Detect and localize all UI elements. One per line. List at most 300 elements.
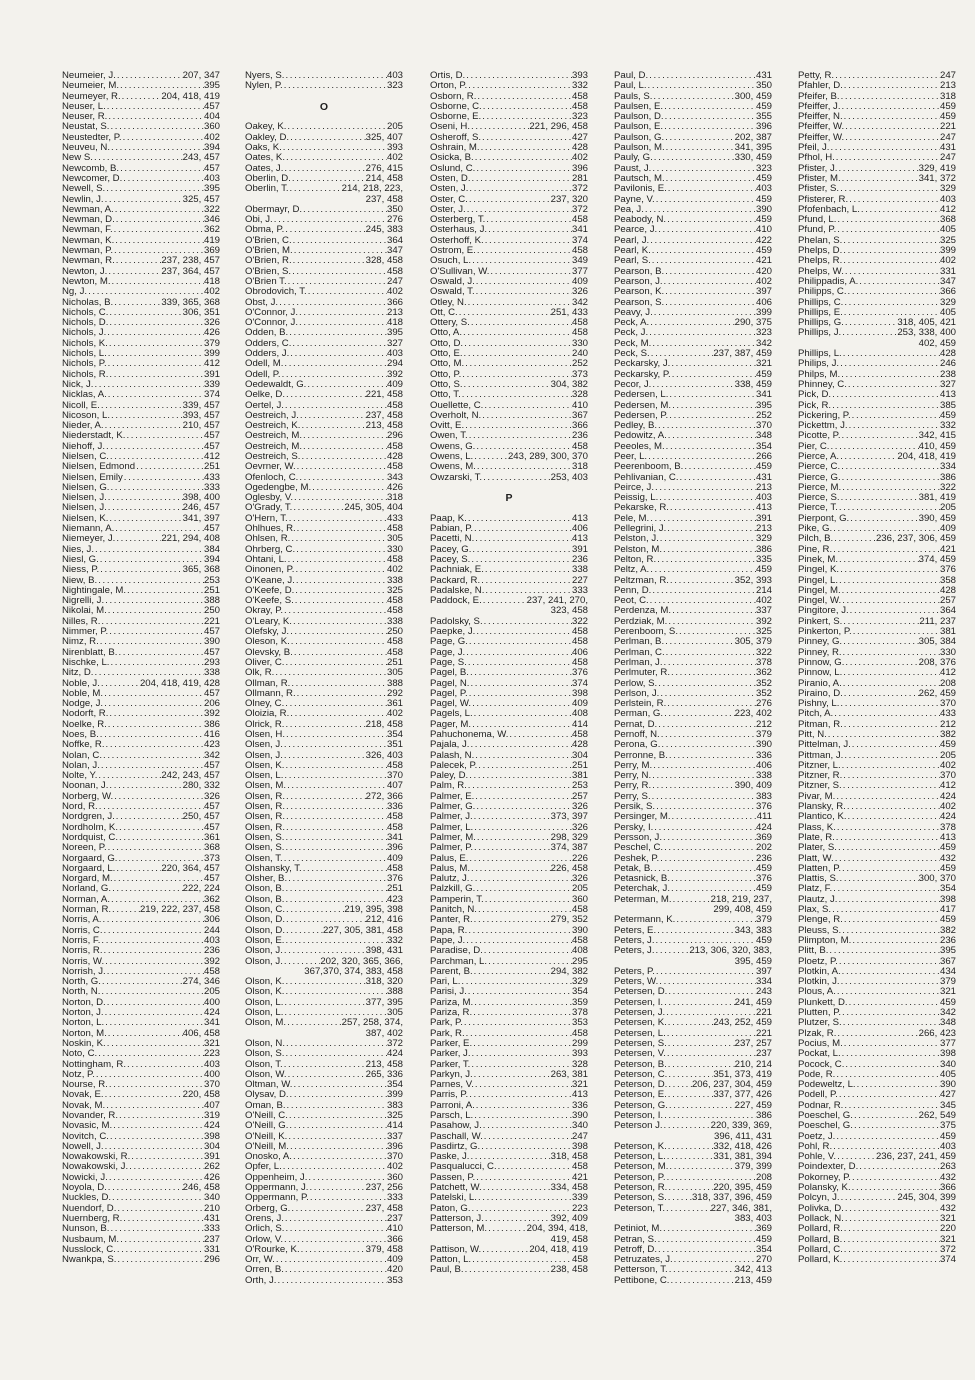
entry-name: Owzarski, T. (430, 471, 483, 483)
entry-pages: 458 (386, 605, 403, 617)
entry-pages: 329, 419 (918, 162, 956, 174)
entry-name: Paulson, E. (614, 121, 664, 133)
dot-leader (468, 771, 572, 781)
entry-pages: 236, 237, 241, 459 (875, 1151, 956, 1163)
entry-name: Ohlsen, R. (245, 533, 291, 545)
entry-name: Pfeifer, B. (798, 90, 840, 102)
entry-name: O'Sullivan, W. (430, 265, 490, 277)
entry-name: Oertel, J. (245, 399, 284, 411)
entry-name: Peterchak, J. (614, 883, 670, 895)
entry-pages: 305, 384 (918, 636, 956, 648)
dot-leader (839, 699, 940, 709)
entry-name: Pollack, N. (798, 1212, 844, 1224)
entry-pages: 392 (203, 955, 220, 967)
entry-pages: 457 (203, 821, 220, 833)
dot-leader (291, 339, 387, 349)
entry-name: Pierce, T. (798, 502, 838, 514)
entry-pages: 402 (386, 708, 403, 720)
dot-leader (465, 1029, 572, 1039)
entry-pages: 407 (203, 1099, 220, 1111)
entry-pages: 413 (571, 512, 588, 524)
entry-name: Pollard, C. (798, 1243, 843, 1255)
entry-name: Plattis, S. (798, 873, 839, 885)
dot-leader (837, 895, 940, 905)
dot-leader (842, 349, 940, 359)
dot-leader (287, 1132, 387, 1142)
entry-pages: 376 (755, 873, 772, 885)
entry-pages: 206, 237, 304, 459 (691, 1079, 772, 1091)
dot-leader (284, 936, 387, 946)
entry-name: Parchman, L. (430, 955, 488, 967)
entry-name: Nordholm, K. (62, 821, 118, 833)
dot-leader (468, 1090, 572, 1100)
entry-pages: 338 (203, 667, 220, 679)
dot-leader (829, 143, 940, 153)
entry-pages: 341, 372 (918, 172, 956, 184)
entry-pages: 412 (939, 203, 956, 215)
entry-name: Nicholas, B. (62, 296, 114, 308)
dot-leader (107, 843, 204, 853)
dot-leader (663, 998, 735, 1008)
entry-name: Olshansky, T. (245, 862, 302, 874)
dot-leader (847, 812, 940, 822)
entry-name: Nottingham, R. (62, 1058, 126, 1070)
entry-pages: 409 (386, 1254, 403, 1266)
entry-pages: 328 (571, 1058, 588, 1070)
dot-leader (285, 153, 387, 163)
entry-pages: 379 (755, 729, 772, 740)
entry-pages: 412 (939, 780, 956, 792)
entry-pages: 253 (203, 574, 220, 586)
entry-pages: 251 (386, 656, 403, 668)
entry-name: Pollard, K. (798, 1254, 843, 1266)
entry-name: Otto, E. (430, 348, 463, 360)
dot-leader (673, 1255, 756, 1265)
entry-pages: 236 (203, 945, 220, 957)
entry-pages: 214, 218, 223, (341, 183, 403, 195)
dot-leader (484, 895, 572, 905)
entry-pages: 372 (939, 1243, 956, 1255)
dot-leader (471, 720, 572, 730)
entry-pages: 262, 549 (918, 1109, 956, 1121)
entry-pages: 421 (939, 543, 956, 555)
entry-name: Pfister, J. (798, 162, 838, 174)
entry-pages: 238, 458 (550, 1264, 588, 1276)
dot-leader (649, 565, 756, 575)
dot-leader (99, 730, 204, 740)
entry-pages: 377, 395 (365, 996, 403, 1008)
dot-leader (469, 668, 572, 678)
entry-pages: 459 (755, 172, 772, 184)
entry-name: Patchett, W. (430, 1182, 482, 1194)
dot-leader (473, 823, 572, 833)
entry-name: Paul, D. (614, 70, 649, 81)
dot-leader (93, 153, 183, 163)
dot-leader (487, 225, 572, 235)
entry-pages: 321 (939, 1233, 956, 1245)
entry-pages: 296 (386, 430, 403, 442)
entry-name: Peckarsky, P. (614, 368, 671, 380)
dot-leader (114, 236, 204, 246)
entry-pages: 458 (571, 1254, 588, 1266)
dot-leader (662, 1224, 756, 1234)
entry-pages: 355 (755, 111, 772, 123)
dot-leader (284, 987, 387, 997)
entry-name: Pockat, L. (798, 1048, 841, 1060)
dot-leader (286, 781, 387, 791)
dot-leader (286, 1101, 387, 1111)
dot-leader (843, 720, 940, 730)
entry-pages: 205 (939, 502, 956, 514)
dot-leader (669, 503, 756, 513)
entry-pages: 226 (571, 852, 588, 864)
entry-name: Nick, J. (62, 378, 94, 390)
entry-name: Nielsen, Edmond (62, 461, 136, 473)
dot-leader (107, 267, 161, 277)
entry-name: Pariza, R. (430, 1007, 473, 1019)
entry-name: Perronne, B. (614, 749, 668, 761)
entry-pages: 237, 320 (550, 193, 588, 205)
entry-pages: 458 (571, 327, 588, 339)
entry-name: Nicoson, L. (62, 409, 110, 421)
dot-leader (844, 1204, 940, 1214)
entry-pages: 364 (939, 605, 956, 617)
entry-pages: 379, 399 (734, 1161, 772, 1173)
entry-name: Pingel, M. (798, 584, 841, 596)
dot-leader (472, 1008, 572, 1018)
entry-pages: 341 (386, 831, 403, 843)
entry-pages: 369 (203, 245, 220, 257)
entry-pages: 402 (939, 759, 956, 771)
entry-pages: 263, 381 (550, 1068, 588, 1080)
index-column-5 (798, 71, 956, 1265)
entry-name: Peckarsky, J. (614, 358, 671, 370)
entry-name: Oseni, H. (430, 121, 470, 133)
dot-leader (300, 1245, 366, 1255)
entry-pages: 347 (939, 275, 956, 287)
entry-pages: 432 (939, 1202, 956, 1214)
entry-pages: 236 (755, 852, 772, 864)
entry-name: Nilles, R. (62, 615, 101, 627)
dot-leader (837, 843, 940, 853)
dot-leader (844, 1060, 940, 1070)
entry-pages: 250 (203, 605, 220, 617)
dot-leader (667, 184, 756, 194)
entry-pages: 247 (939, 152, 956, 164)
entry-name: Petersen, I. (614, 996, 664, 1008)
entry-name: Otley, N. (430, 296, 467, 308)
entry-name: Odders, J. (245, 348, 290, 360)
entry-pages: 300, 370 (918, 873, 956, 885)
dot-leader (475, 802, 572, 812)
entry-pages: 227, 459 (734, 1099, 772, 1111)
entry-name: Noble, J. (62, 677, 100, 689)
entry-pages: 395 (386, 327, 403, 339)
dot-leader (651, 781, 735, 791)
dot-leader (107, 390, 204, 400)
entry-name: Oglesby, V. (245, 492, 293, 504)
entry-pages: 458 (386, 461, 403, 473)
entry-name: Pedersen, P. (614, 409, 669, 421)
entry-name: Newell, S. (62, 183, 106, 195)
entry-pages: 243, 457 (182, 152, 220, 164)
entry-pages: 331 (939, 265, 956, 277)
dot-leader (851, 740, 940, 750)
entry-pages: 391 (755, 512, 772, 524)
entry-name: Persinger, M. (614, 811, 671, 823)
entry-name: Otto, A. (430, 327, 462, 339)
entry-name: Petersen, S. (614, 1037, 667, 1049)
entry-name: Orlow, V. (245, 1233, 284, 1245)
entry-pages: 208 (939, 677, 956, 689)
entry-pages: 423 (386, 893, 403, 905)
dot-leader (473, 967, 551, 977)
entry-name: Philippadis, A. (798, 275, 859, 287)
entry-pages: 416 (203, 729, 220, 740)
entry-pages: 330 (939, 646, 956, 658)
entry-pages: 270 (755, 1254, 772, 1266)
entry-name: Parker, E. (430, 1037, 473, 1049)
entry-pages: 245, 383 (365, 224, 403, 236)
entry-name: Plenge, R. (798, 914, 843, 926)
entry-pages: 362 (203, 224, 220, 236)
dot-leader (843, 298, 940, 308)
dot-leader (666, 1152, 714, 1162)
dot-leader (843, 1245, 940, 1255)
entry-name: Peterson, B. (614, 1058, 667, 1070)
dot-leader (839, 359, 940, 369)
dot-leader (114, 205, 204, 215)
entry-name: Peterson, G. (614, 1099, 668, 1111)
dot-leader (476, 246, 572, 256)
entry-pages: 325 (386, 1109, 403, 1121)
entry-name: Peltzman, R. (614, 574, 669, 586)
dot-leader (843, 1224, 940, 1234)
entry-name: Phillips, C. (798, 296, 844, 308)
entry-page-continuation: 323, 458 (550, 605, 588, 617)
entry-name: Pishny, L. (798, 698, 840, 710)
entry-pages: 433 (203, 471, 220, 483)
entry-pages: 378 (939, 821, 956, 833)
entry-name: Pfofenbach, L. (798, 203, 860, 215)
entry-pages: 221, 458 (365, 389, 403, 401)
entry-pages: 458 (571, 934, 588, 946)
dot-leader (664, 637, 735, 647)
entry-name: Phelan, S. (798, 234, 843, 246)
entry-pages: 338, 459 (734, 378, 772, 390)
entry-pages: 204, 418, 419 (161, 90, 220, 102)
entry-name: Olson, J. (245, 955, 283, 967)
dot-leader (284, 699, 387, 709)
entry-pages: 240 (571, 348, 588, 360)
entry-name: Petterson, T. (614, 1264, 668, 1276)
entry-pages: 417 (939, 904, 956, 916)
entry-name: Pfister, M. (798, 172, 841, 184)
entry-pages: 342 (203, 749, 220, 761)
dot-leader (842, 668, 940, 678)
index-entry (614, 390, 772, 400)
dot-leader (840, 977, 940, 987)
entry-pages: 354 (571, 986, 588, 998)
dot-leader (663, 658, 756, 668)
dot-leader (104, 1090, 183, 1100)
dot-leader (284, 1214, 387, 1224)
dot-leader (670, 874, 756, 884)
dot-leader (296, 689, 387, 699)
dot-leader (99, 555, 204, 565)
entry-pages: 347 (386, 245, 403, 257)
entry-name: Nowakowski, R. (62, 1151, 131, 1163)
dot-leader (284, 843, 387, 853)
entry-name: Penn, D. (614, 584, 652, 596)
dot-leader (667, 1018, 714, 1028)
dot-leader (835, 153, 940, 163)
dot-leader (468, 195, 551, 205)
index-entry (614, 1276, 772, 1286)
entry-pages: 361 (203, 831, 220, 843)
dot-leader (94, 545, 204, 555)
entry-pages: 237, 241, 270, (526, 595, 588, 607)
entry-name: Oman, B. (245, 1099, 286, 1111)
entry-name: Perenboom, S. (614, 626, 678, 638)
entry-name: Olsen, R. (245, 790, 285, 802)
entry-pages: 350 (755, 80, 772, 92)
dot-leader (663, 1111, 756, 1121)
dot-leader (671, 606, 756, 616)
entry-pages: 402 (755, 275, 772, 287)
dot-leader (665, 442, 756, 452)
entry-name: Pacetti, N. (430, 533, 475, 545)
entry-name: Osterhaus, J. (430, 224, 488, 236)
dot-leader (108, 308, 182, 318)
entry-pages: 321 (939, 986, 956, 998)
entry-name: Paschall, W. (430, 1130, 483, 1142)
entry-name: Pearson, K. (614, 286, 665, 298)
entry-pages: 399 (386, 1089, 403, 1101)
dot-leader (306, 380, 387, 390)
dot-leader (666, 1049, 756, 1059)
dot-leader (121, 92, 162, 102)
dot-leader (656, 555, 756, 565)
entry-name: Peirce, J. (614, 481, 654, 493)
entry-pages: 358 (939, 574, 956, 586)
entry-pages: 251 (386, 883, 403, 895)
entry-name: Neumeyer, R. (62, 90, 121, 102)
entry-pages: 458 (386, 440, 403, 452)
entry-pages: 434 (939, 965, 956, 977)
entry-name: Pagel, N. (430, 677, 470, 689)
dot-leader (841, 596, 940, 606)
dot-leader (296, 524, 387, 534)
entry-name: Olsen, K. (245, 759, 285, 771)
dot-leader (116, 1255, 204, 1265)
dot-leader (111, 905, 140, 915)
dot-leader (104, 421, 183, 431)
entry-name: Oberlin, T. (245, 183, 289, 195)
entry-pages: 227 (571, 574, 588, 586)
entry-name: Pickettm, J. (798, 420, 848, 432)
entry-pages: 368 (203, 842, 220, 854)
entry-name: Nylen, P. (245, 80, 283, 92)
entry-pages: 397 (755, 286, 772, 298)
dot-leader (484, 565, 572, 575)
dot-leader (285, 1039, 387, 1049)
dot-leader (463, 1018, 572, 1028)
entry-pages: 318, 405, 421 (897, 317, 956, 329)
entry-pages: 237, 458 (365, 1202, 403, 1214)
entry-pages: 204, 418, 419, 428 (139, 677, 220, 689)
entry-name: Peterson, I. (614, 1109, 664, 1121)
entry-name: Platt, W. (798, 852, 834, 864)
entry-name: Owens, G. (430, 440, 476, 452)
dot-leader (287, 277, 387, 287)
entry-name: Pilch, B. (798, 533, 834, 545)
dot-leader (300, 452, 387, 462)
dot-leader (119, 1235, 204, 1245)
entry-pages: 236 (571, 430, 588, 442)
entry-name: Peterson J. (614, 1120, 663, 1132)
entry-name: Owen, T. (430, 430, 468, 442)
entry-name: Oltman, W. (245, 1079, 293, 1091)
dot-leader (302, 431, 387, 441)
entry-name: Nimz, R. (62, 636, 99, 648)
dot-leader (473, 998, 572, 1008)
entry-pages: 458 (386, 265, 403, 277)
entry-pages: 398, 431 (365, 945, 403, 957)
entry-pages: 458 (386, 646, 403, 658)
entry-name: Newcomb, B. (62, 162, 120, 174)
entry-pages: 459 (755, 461, 772, 473)
dot-leader (465, 936, 572, 946)
entry-name: Peterson, M. (614, 1161, 669, 1173)
entry-pages: 398 (939, 893, 956, 905)
dot-leader (289, 709, 387, 719)
entry-pages: 326 (203, 317, 220, 329)
entry-name: Pele, M. (614, 512, 650, 524)
entry-name: Osborne, C. (430, 100, 482, 112)
entry-name: Paust, J. (614, 162, 652, 174)
entry-pages: 354 (386, 1079, 403, 1091)
dot-leader (468, 637, 572, 647)
entry-pages: 384 (203, 543, 220, 555)
dot-leader (652, 92, 734, 102)
entry-name: Newman, A. (62, 203, 114, 215)
entry-pages: 408 (571, 708, 588, 720)
entry-pages: 339, 457 (182, 399, 220, 411)
entry-name: Newman, K. (62, 234, 115, 246)
entry-pages: 237 (755, 1048, 772, 1060)
entry-name: Nuendorf, D. (62, 1202, 117, 1214)
entry-pages: 458 (571, 317, 588, 329)
dot-leader (842, 246, 940, 256)
entry-pages: 366 (939, 286, 956, 298)
dot-leader (97, 1049, 204, 1059)
entry-pages: 428 (939, 584, 956, 596)
dot-leader (841, 926, 940, 936)
entry-pages: 366 (571, 420, 588, 432)
entry-name: Pasdirtz, G. (430, 1140, 481, 1152)
entry-name: Pernoff, N. (614, 729, 660, 740)
dot-leader (292, 1152, 387, 1162)
entry-pages: 426 (203, 1171, 220, 1183)
dot-leader (299, 411, 366, 421)
entry-name: Nowakowski, J. (62, 1161, 129, 1173)
dot-leader (467, 514, 572, 524)
entry-name: Pleuss, S. (798, 924, 842, 936)
dot-leader (103, 926, 204, 936)
entry-name: Oakey, K. (245, 121, 287, 133)
entry-name: Papa, R. (430, 924, 468, 936)
